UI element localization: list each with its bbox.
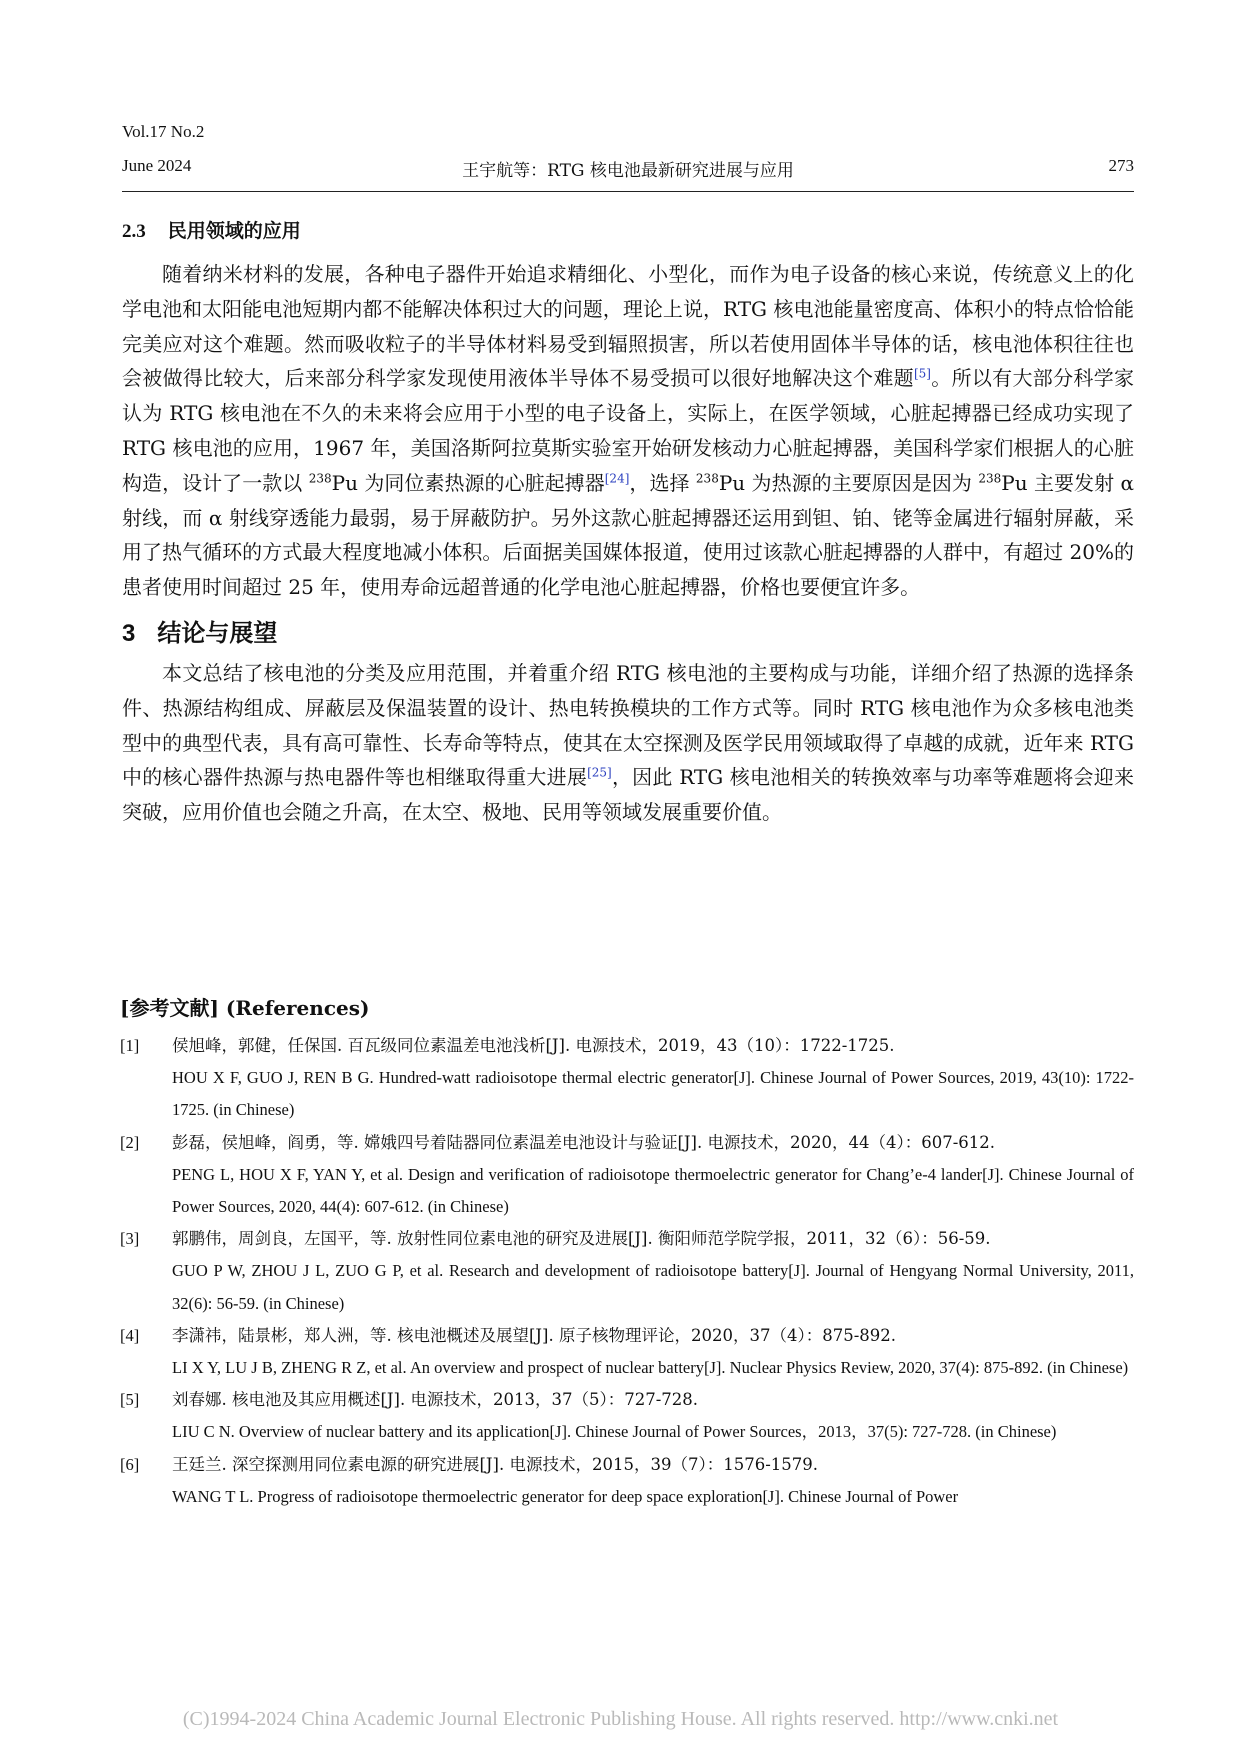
- text-run: Pu 主要发射 α 射线，而 α 射线穿透能力最弱，易于屏蔽防护。另外这款心脏起搏器还运用到钽、铂、铑等金属进行辐射屏蔽，采用了热气循环的方式最大程度地减小体积。后面据美国媒体报道，使用过该款心脏起搏器的人群中，有超过 20%的患者使用时间超过 25 年，使用寿命远超普通的化学电池心脏起搏器，价格也要便宜许多。: [122, 470, 1134, 600]
- reference-number: [4]: [120, 1325, 140, 1345]
- reference-cn: 刘春娜. 核电池及其应用概述[J]. 电源技术，2013，37（5）：727-728.: [172, 1390, 699, 1410]
- section-number: 2.3: [122, 221, 146, 242]
- text-run: ，选择: [629, 470, 696, 495]
- section-2-3-paragraph: [122, 257, 1134, 605]
- section-3-paragraph: [122, 656, 1134, 830]
- reference-en: LI X Y, LU J B, ZHENG R Z, et al. An overview and prospect of nuclear battery[J]. Nuclear Physics Review, 2020, 37(4): 875-892. (in Chinese): [172, 1358, 1129, 1378]
- reference-cn: 李潇祎，陆景彬，郑人洲，等. 核电池概述及展望[J]. 原子核物理评论，2020，37（4）：875-892.: [172, 1325, 897, 1345]
- reference-item: [120, 1223, 1134, 1320]
- reference-number: [5]: [120, 1390, 140, 1410]
- reference-item: [120, 1320, 1134, 1384]
- citation-link[interactable]: [5]: [913, 366, 931, 381]
- reference-item: [120, 1449, 1134, 1513]
- header-rule: [122, 191, 1134, 192]
- section-2-3-heading: [122, 216, 1134, 243]
- isotope-mass-number: 238: [978, 471, 1002, 486]
- copyright-footer: (C)1994-2024 China Academic Journal Electronic Publishing House. All rights reserved. http://www.cnki.net: [182, 1708, 1059, 1730]
- reference-en: WANG T L. Progress of radioisotope thermoelectric generator for deep space exploration[J]. Chinese Journal of Power: [172, 1486, 959, 1506]
- reference-en: HOU X F, GUO J, REN B G. Hundred-watt radioisotope thermal electric generator[J]. Chinese Journal of Power Sources, 2019, 43(10): 1722-1725. (in Chinese): [172, 1068, 1134, 1120]
- citation-link[interactable]: [25]: [587, 765, 612, 780]
- running-title: 王宇航等：RTG 核电池最新研究进展与应用: [462, 161, 794, 181]
- reference-number: [2]: [120, 1132, 140, 1152]
- reference-en: LIU C N. Overview of nuclear battery and its application[J]. Chinese Journal of Power Sources，2013，37(5): 727-728. (in Chinese): [172, 1422, 1057, 1442]
- text-run: 随着纳米材料的发展，各种电子器件开始追求精细化、小型化，而作为电子设备的核心来说，传统意义上的化学电池和太阳能电池短期内都不能解决体积过大的问题，理论上说，RTG 核电池能量密度高、体积小的特点恰恰能完美应对这个难题。然而吸收粒子的半导体材料易受到辐照损害，所以若使用固体半导体的话，核电池体积往往也会被做得比较大，后来部分科学家发现使用液体半导体不易受损可以很好地解决这个难题: [122, 262, 1134, 391]
- citation-link[interactable]: [24]: [604, 471, 630, 486]
- main-content: [122, 216, 1134, 830]
- text-run: 本文总结了核电池的分类及应用范围，并着重介绍 RTG 核电池的主要构成与功能，详细介绍了热源的选择条件、热源结构组成、屏蔽层及保温装置的设计、热电转换模块的工作方式等。同时 RTG 核电池作为众多核电池类型中的典型代表，具有高可靠性、长寿命等特点，使其在太空探测及医学民用领域取得了卓越的成就，近年来 RTG 中的核心器件热源与热电器件等也相继取得重大进展: [122, 660, 1134, 790]
- isotope-mass-number: 238: [695, 471, 719, 486]
- text-run: Pu 为热源的主要原因是因为: [718, 470, 979, 495]
- reference-number: [1]: [120, 1036, 140, 1055]
- section-3-heading: [122, 613, 1134, 648]
- reference-en: PENG L, HOU X F, YAN Y, et al. Design and verification of radioisotope thermoelectric generator for Chang’e-4 lander[J]. Chinese Journal of Power Sources, 2020, 44(4): 607-612. (in Chinese): [172, 1164, 1134, 1217]
- reference-cn: 彭磊，侯旭峰，阎勇，等. 嫦娥四号着陆器同位素温差电池设计与验证[J]. 电源技术，2020，44（4）：607-612.: [172, 1132, 996, 1152]
- reference-number: [3]: [120, 1229, 140, 1249]
- isotope-mass-number: 238: [308, 471, 332, 486]
- reference-item: [120, 1384, 1134, 1448]
- reference-cn: 郭鹏伟，周剑良，左国平，等. 放射性同位素电池的研究及进展[J]. 衡阳师范学院学报，2011，32（6）：56-59.: [172, 1229, 991, 1249]
- reference-number: [6]: [120, 1454, 140, 1474]
- text-run: Pu 为同位素热源的心脏起搏器: [331, 470, 605, 495]
- reference-cn: 侯旭峰，郭健，任保国. 百瓦级同位素温差电池浅析[J]. 电源技术，2019，43（10）：1722-1725.: [172, 1036, 895, 1055]
- references-heading: [参考文献] (References): [120, 996, 370, 1020]
- reference-item: [120, 1030, 1134, 1127]
- journal-date: June 2024: [122, 156, 192, 175]
- reference-list: [120, 1030, 1134, 1513]
- text-run: 。所以有大部分科学家认为 RTG 核电池在不久的未来将会应用于小型的电子设备上，实际上，在医学领域，心脏起搏器已经成功实现了 RTG 核电池的应用，1967 年，美国洛斯阿拉莫斯实验室开始研发核动力心脏起搏器，美国科学家们根据人的心脏构造，设计了一款以: [122, 366, 1135, 495]
- page-number: 273: [1108, 156, 1134, 175]
- page-header: [122, 122, 1134, 192]
- section-title: 民用领域的应用: [167, 220, 301, 242]
- section-number: 3: [122, 619, 136, 647]
- reference-cn: 王廷兰. 深空探测用同位素电源的研究进展[J]. 电源技术，2015，39（7）：1576-1579.: [172, 1454, 819, 1474]
- reference-item: [120, 1127, 1134, 1224]
- journal-volume: Vol.17 No.2: [122, 122, 205, 141]
- text-run: ，因此 RTG 核电池相关的转换效率与功率等难题将会迎来突破，应用价值也会随之升高，在太空、极地、民用等领域发展重要价值。: [122, 765, 1134, 825]
- section-title: 结论与展望: [157, 617, 278, 647]
- reference-en: GUO P W, ZHOU J L, ZUO G P, et al. Research and development of radioisotope battery[J]. Journal of Hengyang Normal University, 2011, 32(6): 56-59. (in Chinese): [172, 1261, 1134, 1313]
